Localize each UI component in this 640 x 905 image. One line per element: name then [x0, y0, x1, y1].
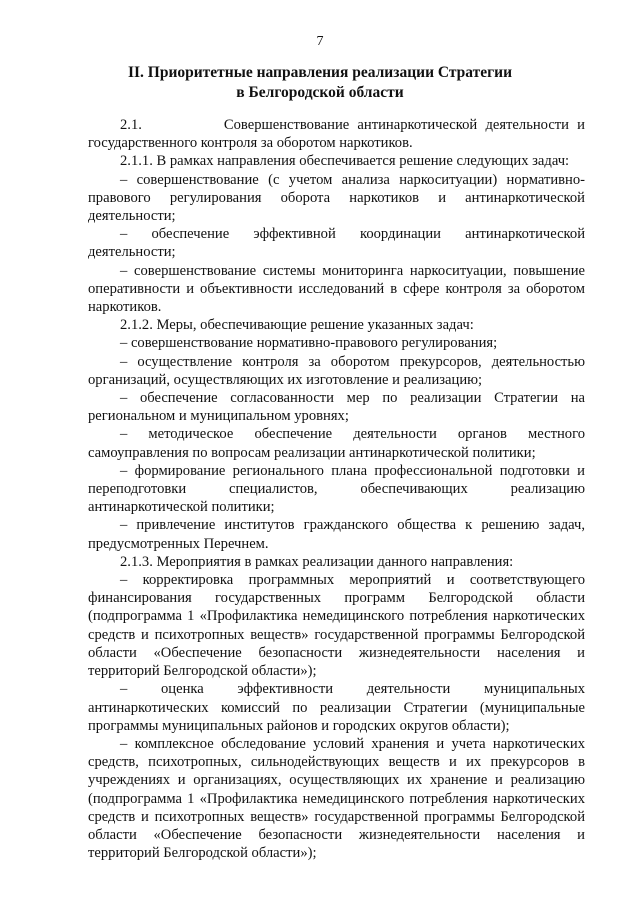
list-item: – оценка эффективности деятельности муниципальных антинаркотических комиссий по реализации Стратегии (муниципальные программы муниципальных районов и городских округов области); [88, 681, 585, 734]
section-heading [0, 63, 640, 103]
list-item: – обеспечение согласованности мер по реализации Стратегии на региональном и муниципальном уровнях; [88, 390, 585, 425]
list-item: – осуществление контроля за оборотом прекурсоров, деятельностью организаций, осуществляющих их изготовление и реализацию; [88, 353, 585, 388]
list-item: – формирование регионального плана профессиональной подготовки и переподготовки специалистов, обеспечивающих реализацию антинаркотической политики; [88, 462, 585, 516]
paragraph: 2.1.2. Меры, обеспечивающие решение указанных задач: [120, 317, 474, 334]
list-item: – совершенствование системы мониторинга наркоситуации, повышение оперативности и объективности исследований в сфере контроля за оборотом наркотиков. [88, 262, 585, 316]
paragraph: 2.1.1. В рамках направления обеспечивается решение следующих задач: [120, 153, 570, 170]
list-item: – привлечение институтов гражданского общества к решению задач, предусмотренных Перечнем. [88, 517, 585, 552]
page-number: 7 [316, 34, 324, 49]
list-item: – совершенствование (с учетом анализа наркоситуации) нормативно-правового регулирования оборота наркотиков и антинаркотической деятельности; [88, 171, 585, 225]
list-item: – комплексное обследование условий хранения и учета наркотических средств, психотропных, сильнодействующих веществ и их прекурсоров в учреждениях и организациях, осуществляющих их хранение и реализацию (подпрограмма 1 «Профилактика немедицинского потребления наркотических средств и психотропных веществ» государственной программы Белгородской области «Обеспечение безопасности жизнедеятельности населения и территорий Белгородской области»); [88, 735, 585, 862]
list-item: – обеспечение эффективной координации антинаркотической деятельности; [88, 226, 585, 261]
list-item: – методическое обеспечение деятельности органов местного самоуправления по вопросам реализации антинаркотической политики; [88, 426, 585, 461]
paragraph: 2.1.3. Мероприятия в рамках реализации данного направления: [120, 553, 514, 570]
section-heading-line-2: в Белгородской области [236, 84, 404, 101]
list-item: – совершенствование нормативно-правового регулирования; [120, 335, 498, 352]
document-body [88, 116, 585, 862]
section-heading-line-1: II. Приоритетные направления реализации Стратегии [127, 64, 513, 81]
list-item: – корректировка программных мероприятий и соответствующего финансирования государственных программ Белгородской области (подпрограмма 1 «Профилактика немедицинского потребления наркотических средств и психотропных веществ» государственной программы Белгородской области «Обеспечение безопасности жизнедеятельности населения и территорий Белгородской области»); [88, 572, 585, 680]
paragraph: 2.1. Совершенствование антинаркотической деятельности и государственного контроля за оборотом наркотиков. [88, 117, 585, 152]
